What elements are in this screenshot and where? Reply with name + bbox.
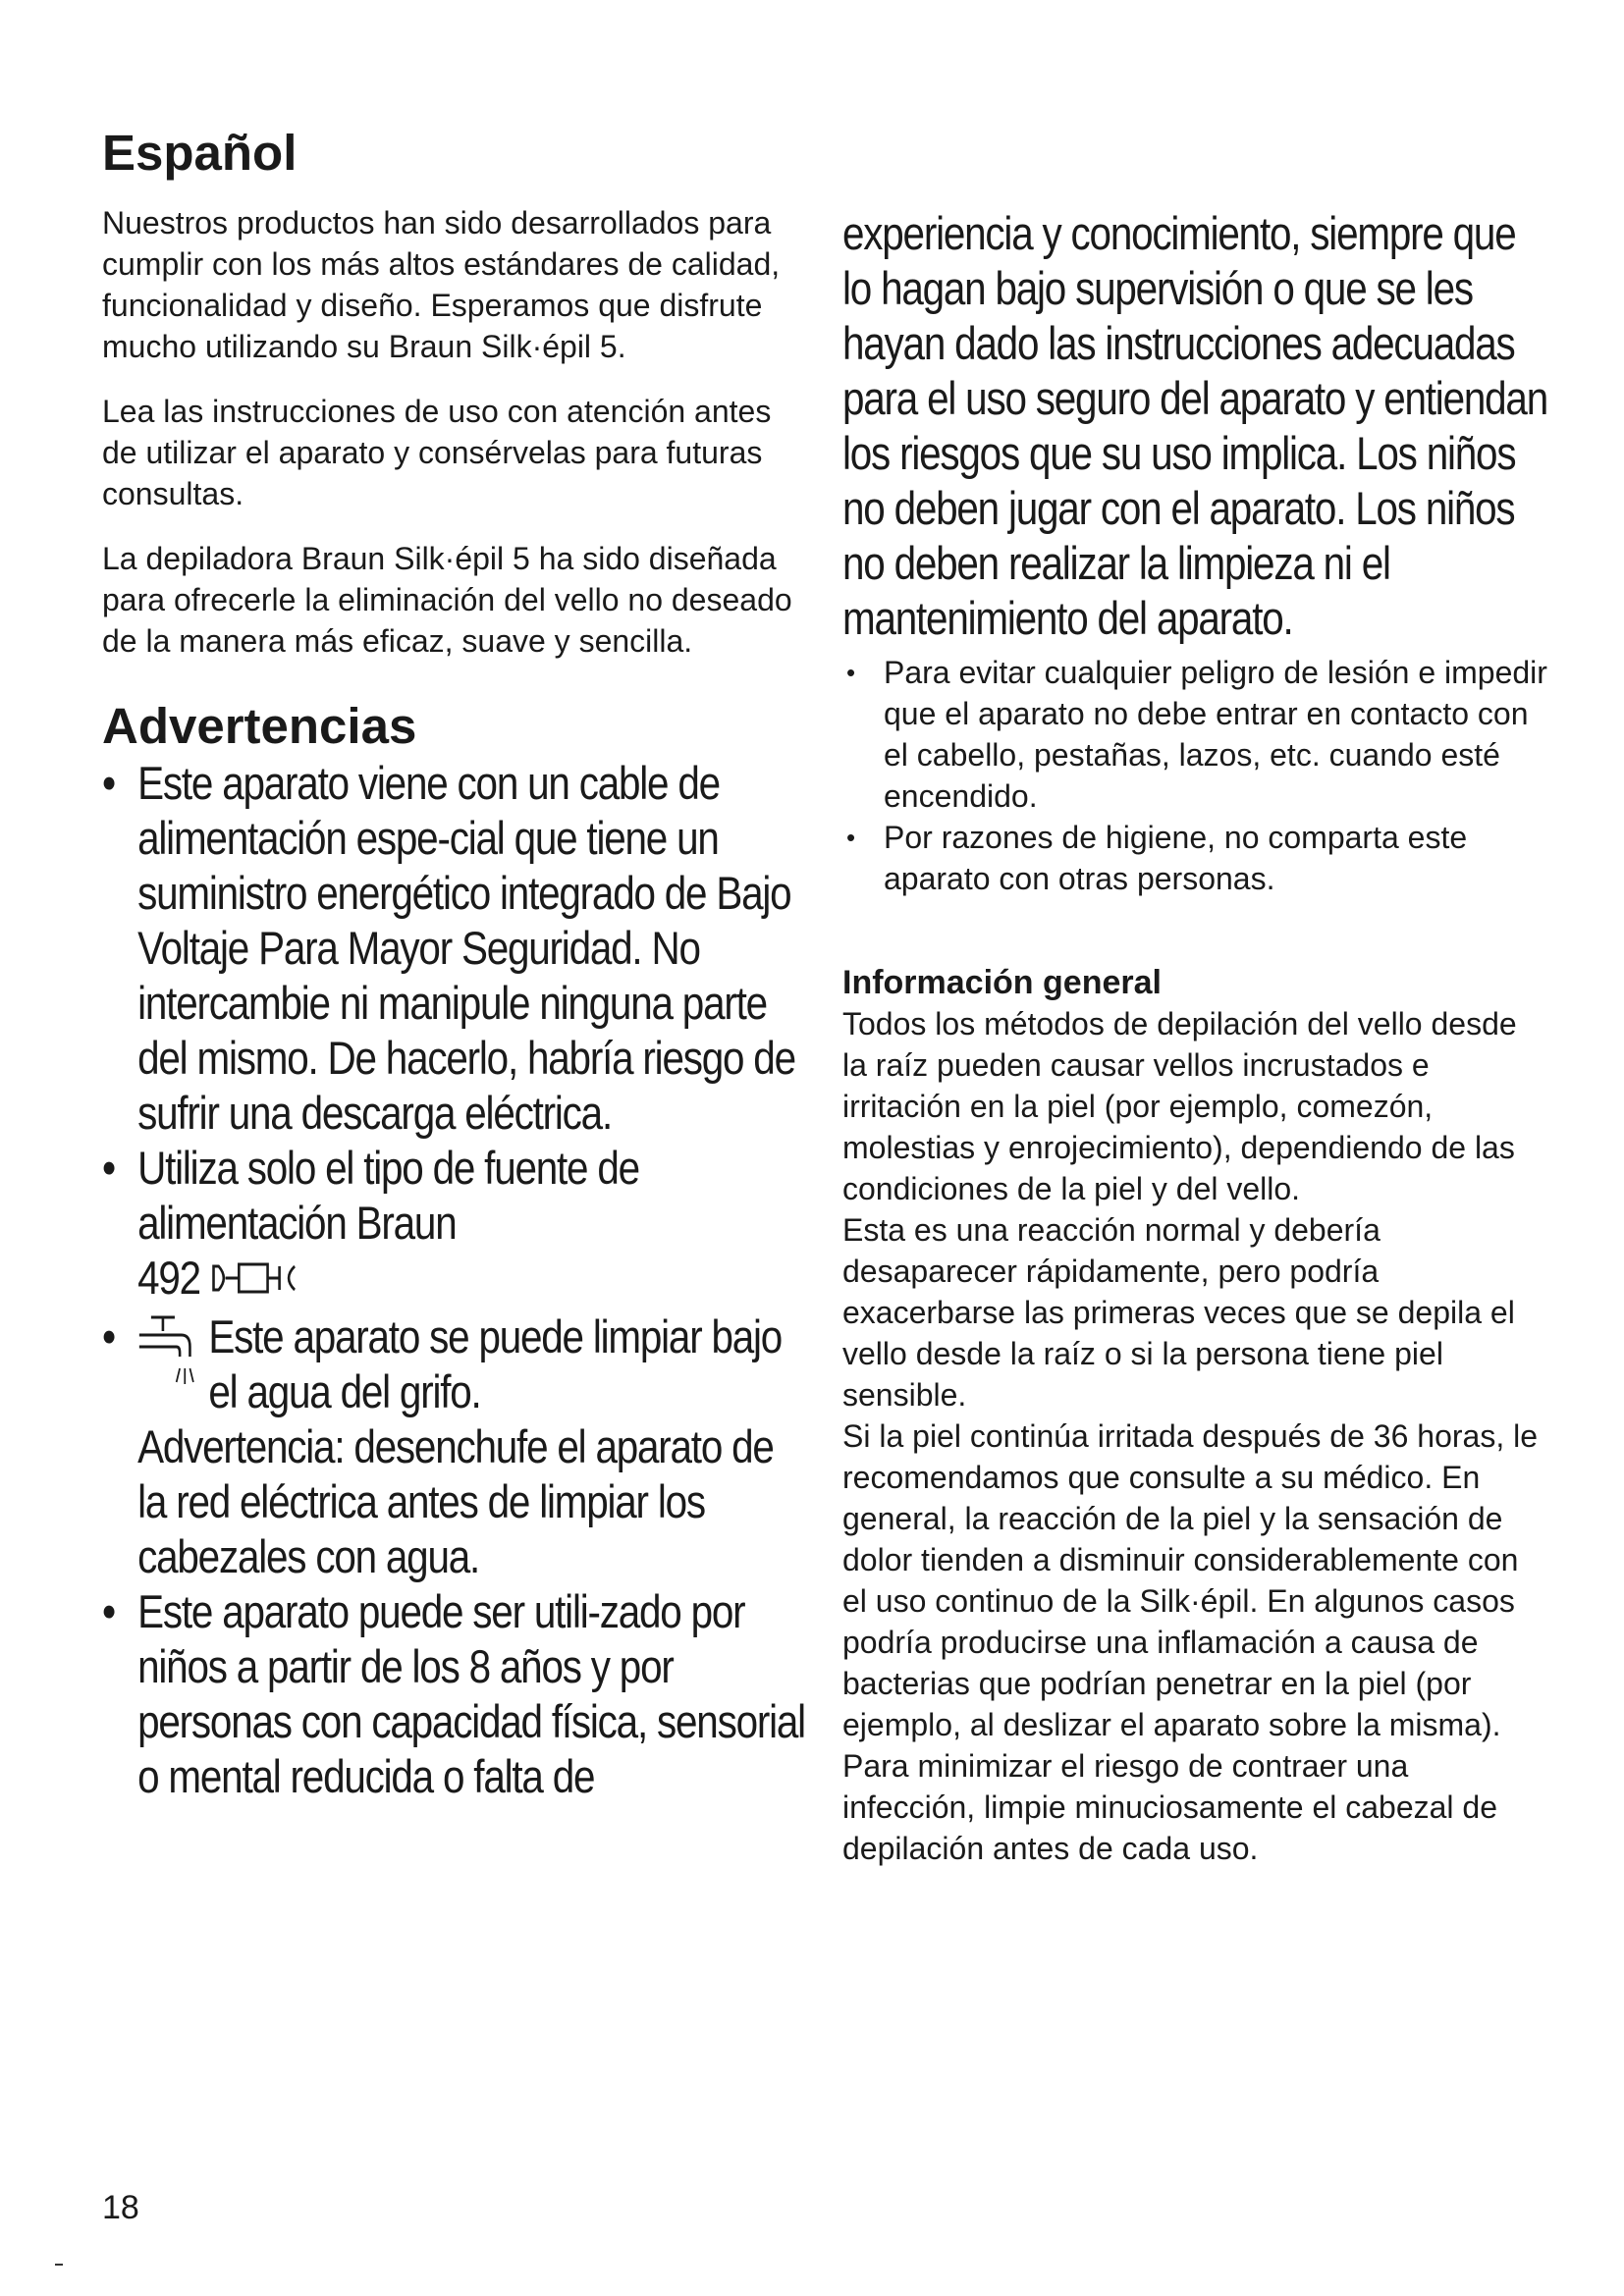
power-supply-model: 492 (137, 1252, 200, 1304)
warning-item (102, 756, 809, 1141)
info-heading: Información general (842, 964, 1162, 1001)
bullet: • (846, 823, 856, 852)
small-warnings-list (842, 652, 1549, 899)
small-warning-text-1: Para evitar cualquier peligro de lesión e impedir que el aparato no debe entrar en contacto con el cabello, pestañas, lazos, etc. cuando esté encendido. (884, 655, 1547, 814)
intro-paragraph-3: La depiladora Braun Silk·épil 5 ha sido diseñada para ofrecerle la eliminación del vello no deseado de la manera más eficaz, suave y sencilla. (102, 541, 792, 659)
page-number: 18 (102, 2189, 139, 2226)
page-title: Español (102, 125, 298, 181)
left-column (102, 124, 811, 1804)
intro-paragraph-1: Nuestros productos han sido desarrollados para cumplir con los más altos estándares de calidad, funcionalidad y diseño. Esperamos que disfrute mucho utilizando su Braun Silk·épil 5. (102, 205, 781, 364)
warning-continuation: experiencia y conocimiento, siempre que lo hagan bajo supervisión o que se les hayan dado las instrucciones adecuadas para el uso seguro del aparato y entiendan los riesgos que su uso implica. Los niños no deben jugar con el aparato. Los niños no deben realizar la limpieza ni el mantenimiento del aparato. (842, 207, 1547, 644)
bullet: • (102, 1584, 115, 1637)
info-paragraph-3: Si la piel continúa irritada después de 36 horas, le recomendamos que consulte a su médico. En general, la reacción de la piel y la sensación de dolor tienden a disminuir considerablemente con el uso continuo de la Silk·épil. En algunos casos podría producirse una inflamación a causa de bacterias que podrían penetrar en la piel (por ejemplo, al deslizar el aparato sobre la misma). Para minimizar el riesgo de contraer una infección, limpie minuciosamente el cabezal de depilación antes de cada uso. (842, 1418, 1538, 1866)
warning-item (102, 1309, 809, 1584)
warning-item (102, 1584, 809, 1804)
right-column (842, 206, 1549, 1869)
edge-mark (55, 2264, 63, 2266)
bullet: • (102, 1142, 115, 1194)
bullet: • (846, 658, 856, 687)
bullet: • (102, 1309, 115, 1362)
intro-paragraph-2: Lea las instrucciones de uso con atención antes de utilizar el aparato y consérvelas para futuras consultas. (102, 394, 772, 511)
warnings-list (102, 756, 809, 1804)
bullet: • (102, 757, 115, 809)
water-tap-icon (137, 1313, 196, 1410)
warning-text-4: Advertencia: desenchufe el aparato de la red eléctrica antes de limpiar los cabezales con agua. (137, 1419, 774, 1582)
info-paragraph-2: Esta es una reacción normal y debería desaparecer rápidamente, pero podría exacerbarse las primeras veces que se depila el vello desde la raíz o si la persona tiene piel sensible. (842, 1212, 1515, 1413)
warnings-heading: Advertencias (102, 698, 417, 754)
power-supply-connector-icon (210, 1255, 303, 1309)
info-paragraph-1: Todos los métodos de depilación del vello desde la raíz pueden causar vellos incrustados e irritación en la piel (por ejemplo, comezón, molestias y enrojecimiento), dependiendo de las condiciones de la piel y del vello. (842, 1006, 1517, 1206)
warning-text-3: Este aparato se puede limpiar bajo el agua del grifo. (208, 1309, 783, 1417)
warning-text-1: Este aparato viene con un cable de alimentación espe-cial que tiene un suministro energético integrado de Bajo Voltaje Para Mayor Seguridad. No intercambie ni manipule ninguna parte del mismo. De hacerlo, habría riesgo de sufrir una descarga eléctrica. (137, 757, 795, 1139)
warning-item (102, 1141, 809, 1309)
small-warning-item (842, 817, 1549, 899)
small-warning-item (842, 652, 1549, 817)
warning-text-2: Utiliza solo el tipo de fuente de alimentación Braun (137, 1142, 639, 1249)
small-warning-text-2: Por razones de higiene, no comparta este aparato con otras personas. (884, 820, 1468, 896)
warning-text-5: Este aparato puede ser utili-zado por niños a partir de los 8 años y por personas con capacidad física, sensorial o mental reducida o falta de (137, 1584, 805, 1802)
